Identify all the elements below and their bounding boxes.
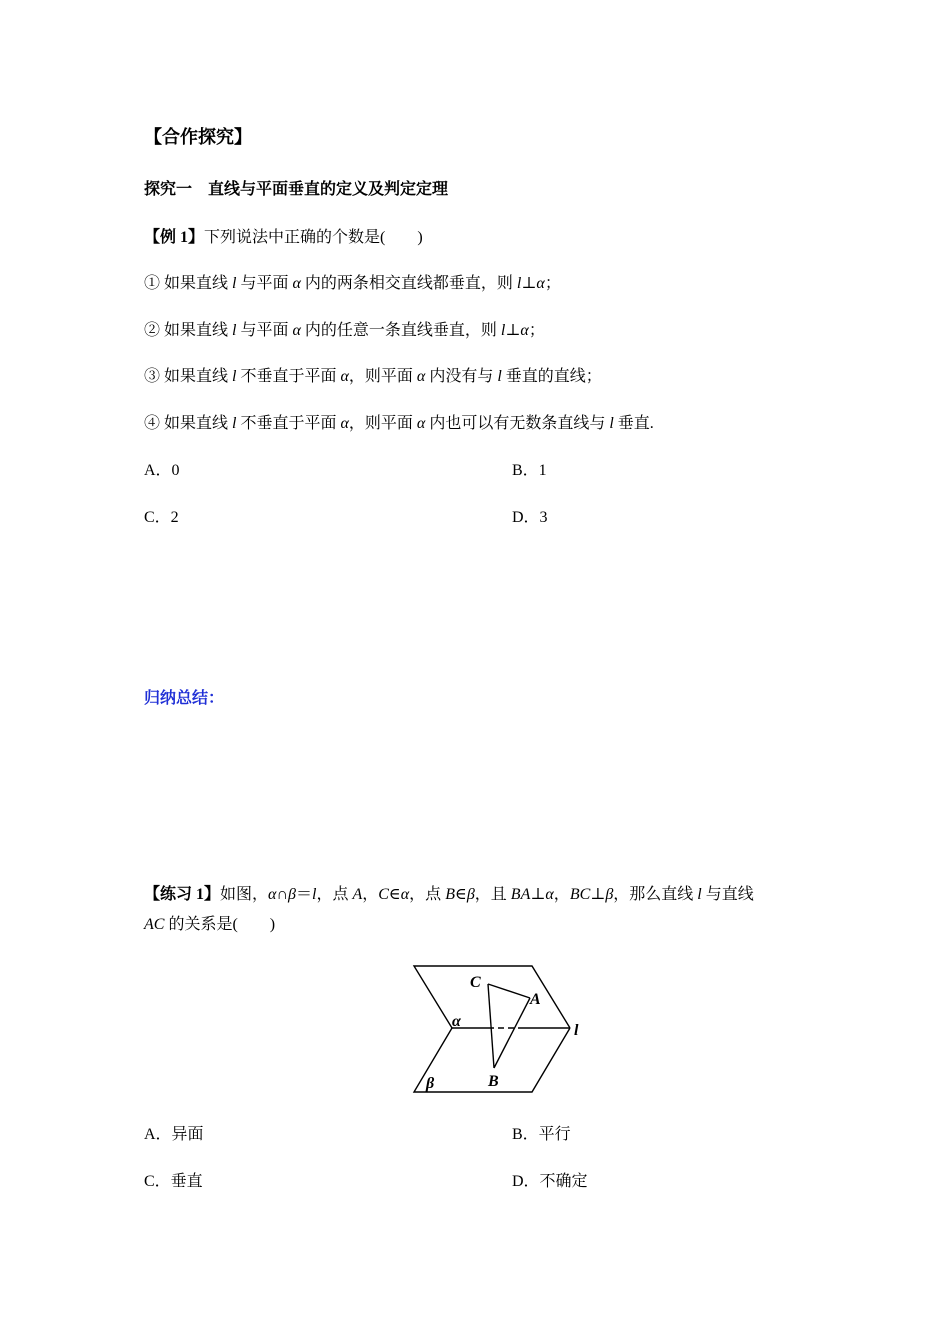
segment-ca [488, 984, 530, 998]
example-question [144, 227, 423, 249]
option-b: B．1 [512, 462, 547, 479]
summary-label: 归纳总结： [144, 690, 225, 707]
label-beta: β [426, 1075, 435, 1092]
statement-1: ① 如果直线 l 与平面 α 内的两条相交直线都垂直，则 l⊥α； [144, 275, 561, 292]
geometry-figure [408, 962, 598, 1098]
practice-question-line1: 【练习 1】如图，α∩β＝l，点 A，C∈α，点 B∈β，且 BA⊥α，BC⊥β，那么直线 l 与直线 [144, 886, 754, 903]
segment-cb [488, 984, 494, 1068]
subsection-title: 探究一 直线与平面垂直的定义及判定定理 [144, 181, 449, 198]
label-alpha: α [452, 1013, 461, 1030]
example-question-text: 下列说法中正确的个数是( ) [204, 229, 423, 246]
section-heading: 【合作探究】 [144, 127, 252, 147]
label-l: l [574, 1022, 579, 1039]
statement-3: ③ 如果直线 l 不垂直于平面 α，则平面 α 内没有与 l 垂直的直线； [144, 368, 602, 385]
label-b: B [488, 1073, 499, 1090]
label-c: C [470, 974, 481, 991]
practice-option-c: C．垂直 [144, 1173, 203, 1190]
option-d: D．3 [512, 509, 548, 526]
option-c: C．2 [144, 509, 179, 526]
dihedral-planes-diagram [408, 962, 598, 1098]
statement-4: ④ 如果直线 l 不垂直于平面 α，则平面 α 内也可以有无数条直线与 l 垂直. [144, 415, 654, 432]
option-a: A．0 [144, 462, 180, 479]
segment-ab [494, 998, 530, 1068]
practice-tag: 【练习 1】 [144, 886, 221, 903]
statement-2: ② 如果直线 l 与平面 α 内的任意一条直线垂直，则 l⊥α； [144, 322, 545, 339]
example-tag: 【例 1】 [144, 229, 205, 246]
plane-alpha-outline [414, 966, 570, 1028]
label-a: A [530, 991, 541, 1008]
practice-option-b: B．平行 [512, 1126, 571, 1143]
practice-option-d: D．不确定 [512, 1173, 588, 1190]
practice-question-line2: AC 的关系是( ) [144, 916, 276, 933]
practice-option-a: A．异面 [144, 1126, 204, 1143]
